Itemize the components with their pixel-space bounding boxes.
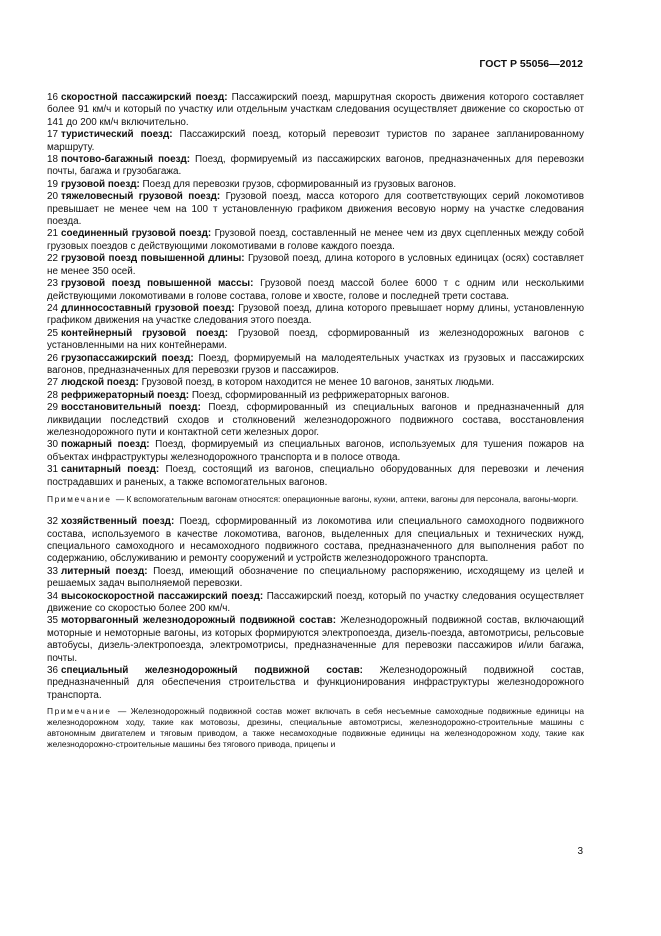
term-entry [47, 191, 584, 228]
term-number: 34 [47, 590, 58, 602]
term-definition: Пассажирский поезд, который по участку следования осуществляет движение со скоростью более 200 км/ч. [47, 590, 584, 614]
term-name: литерный поезд: [60, 565, 148, 577]
term-number: 20 [47, 191, 58, 203]
term-entry [47, 328, 584, 353]
term-entry [47, 129, 584, 154]
term-number: 36 [47, 664, 58, 676]
term-number: 18 [47, 154, 58, 166]
term-entry [47, 377, 584, 389]
term-name: грузовой поезд: [60, 178, 140, 190]
term-entry [47, 591, 584, 616]
term-entry [47, 439, 584, 464]
term-name: скоростной пассажирский поезд: [60, 92, 228, 103]
term-definition: Грузовой поезд, сформированный из железнодорожных вагонов с установленными на них контейнерами. [47, 327, 584, 352]
term-name: почтово-багажный поезд: [60, 154, 191, 166]
term-entry [47, 516, 584, 566]
term-entry [47, 92, 584, 129]
term-name: грузовой поезд повышенной массы: [60, 278, 254, 290]
term-entry [47, 253, 584, 278]
term-definition: Поезд, формируемый из пассажирских вагонов, предназначенных для перевозки почты, багажа и грузобагажа. [47, 154, 584, 178]
term-entry [47, 566, 584, 591]
term-name: пожарный поезд: [60, 439, 150, 451]
term-number: 22 [47, 253, 58, 265]
term-name: людской поезд: [60, 377, 139, 389]
term-entry [47, 353, 584, 378]
term-name: высокоскоростной пассажирский поезд: [60, 590, 264, 602]
note [47, 706, 584, 750]
term-number: 28 [47, 389, 58, 401]
term-name: моторвагонный железнодорожный подвижной состав: [60, 615, 336, 627]
term-name: длинносоставный грузовой поезд: [60, 302, 235, 314]
page-number: 3 [577, 846, 583, 857]
term-name: соединенный грузовой поезд: [60, 228, 212, 240]
term-name: тяжеловесный грузовой поезд: [60, 191, 221, 203]
term-name: туристический поезд: [60, 129, 173, 141]
term-number: 21 [47, 228, 58, 240]
term-number: 19 [47, 178, 58, 190]
note-text: — Железнодорожный подвижной состав может включать в себя несъемные самоходные подвижные единицы на железнодорожном ходу, такие как мотовозы, дрезины, специальные автомотрисы, железнодорожно-строительные машины с автономным двигателем и тяговым приводом, а также несамоходные подвижные единицы на железнодорожном ходу, такие как железнодорожно-строительные машины без тягового привода, прицепы и [47, 706, 584, 750]
term-entry [47, 402, 584, 439]
term-number: 30 [47, 439, 58, 451]
term-number: 29 [47, 402, 58, 414]
document-header: ГОСТ Р 55056—2012 [479, 58, 583, 70]
term-number: 27 [47, 377, 58, 389]
term-definition: Грузовой поезд, масса которого для соответствующих серий локомотивов превышает не менее чем на 100 т установленную графиком движения весовую норму на участке следования поезда. [47, 191, 585, 228]
term-name: хозяйственный поезд: [60, 516, 175, 528]
term-number: 24 [47, 302, 58, 314]
term-number: 35 [47, 615, 58, 627]
term-definition: Железнодорожный подвижной состав, включающий моторные и немоторные вагоны, из которых формируются электропоезда, дизель-поезда, автомотрисы, рельсовые автобусы, дизель-электропоезда, электромотрисы, предназначенные для перевозки пассажиров и/или багажа, почты. [47, 615, 585, 664]
note [47, 494, 584, 505]
term-name: санитарный поезд: [60, 464, 160, 476]
term-definition: Поезд, формируемый из специальных вагонов, используемых для тушения пожаров на объектах инфраструктуры железнодорожного транспорта и в полосе отвода. [47, 439, 584, 463]
term-entry [47, 615, 584, 665]
term-definition: Поезд, сформированный из рефрижераторных вагонов. [191, 389, 450, 401]
term-definition: Поезд для перевозки грузов, сформированный из грузовых вагонов. [142, 178, 457, 190]
term-entry [47, 278, 584, 303]
term-definition: Пассажирский поезд, который перевозит туристов по заранее запланированному маршруту. [47, 129, 584, 153]
term-entry [47, 154, 584, 179]
term-definition: Грузовой поезд, длина которого в условных единицах (осях) составляет не менее 350 осей. [47, 253, 584, 277]
term-list [47, 516, 584, 702]
term-definition: Грузовой поезд массой более 6000 т с одним или несколькими действующими локомотивами в голове состава, голове и хвосте, голове и последней трети состава. [47, 278, 584, 302]
note-text: — К вспомогательным вагонам относятся: операционные вагоны, кухни, аптеки, вагоны для персонала, вагоны-морги. [115, 494, 579, 504]
term-definition: Поезд, имеющий обозначение по специальному распоряжению, исходящему из целей и решаемых задач выполняемой перевозки. [47, 565, 585, 590]
term-number: 16 [47, 92, 58, 103]
term-definition: Грузовой поезд, длина которого превышает норму длины, установленную графиком движения на участке следования этого поезда. [47, 302, 584, 327]
term-number: 31 [47, 464, 58, 476]
term-name: грузопассажирский поезд: [60, 352, 194, 364]
term-entry [47, 228, 584, 253]
term-entry [47, 303, 584, 328]
term-number: 26 [47, 352, 58, 364]
term-definition: Железнодорожный подвижной состав, предназначенный для обеспечения строительства и функционирования инфраструктуры железнодорожного транспорта. [47, 664, 584, 701]
term-entry [47, 179, 584, 191]
page-content [47, 92, 584, 751]
term-number: 17 [47, 129, 58, 141]
note-label: Примечание [47, 494, 112, 504]
term-name: контейнерный грузовой поезд: [60, 327, 229, 339]
term-definition: Грузовой поезд, в котором находится не менее 10 вагонов, занятых людьми. [141, 377, 495, 389]
term-entry [47, 665, 584, 702]
term-definition: Пассажирский поезд, маршрутная скорость движения которого составляет более 91 км/ч и который по участку или отдельным участкам следования осуществляет движение со скоростью от 141 до 200 км/ч включительно. [47, 92, 584, 128]
term-name: рефрижераторный поезд: [60, 389, 190, 401]
term-number: 32 [47, 516, 58, 528]
term-list [47, 92, 584, 489]
term-name: восстановительный поезд: [60, 402, 201, 414]
term-number: 33 [47, 565, 58, 577]
term-definition: Грузовой поезд, составленный не менее чем из двух сцепленных между собой грузовых поездов с действующими локомотивами в голове каждого поезда. [47, 228, 584, 252]
term-name: специальный железнодорожный подвижной состав: [60, 664, 363, 676]
term-entry [47, 390, 584, 402]
term-number: 25 [47, 327, 58, 339]
term-number: 23 [47, 278, 58, 290]
term-definition: Поезд, формируемый на малодеятельных участках из грузовых и пассажирских вагонов, предназначенных для перевозки грузов и пассажиров. [47, 352, 584, 376]
term-definition: Поезд, сформированный из специальных вагонов и предназначенный для ликвидации последствий сходов и столкновений железнодорожного подвижного состава, восстановления железнодорожного пути и контактной сети железных дорог. [47, 402, 584, 438]
note-label: Примечание [47, 706, 112, 717]
term-definition: Поезд, сформированный из локомотива или специального самоходного подвижного состава, используемого в качестве локомотива, вагонов, выделенных для специальных и технических нужд, специального самоходного и несамоходного подвижного состава, предназначенного для выполнения работ по содержанию, обслуживанию и ремонту сооружений и устройств железнодорожного транспорта. [47, 516, 584, 565]
term-entry [47, 464, 584, 489]
term-name: грузовой поезд повышенной длины: [60, 253, 245, 265]
term-definition: Поезд, состоящий из вагонов, специально оборудованных для перевозки и лечения пострадавших и раненых, а также вспомогательных вагонов. [47, 464, 585, 488]
